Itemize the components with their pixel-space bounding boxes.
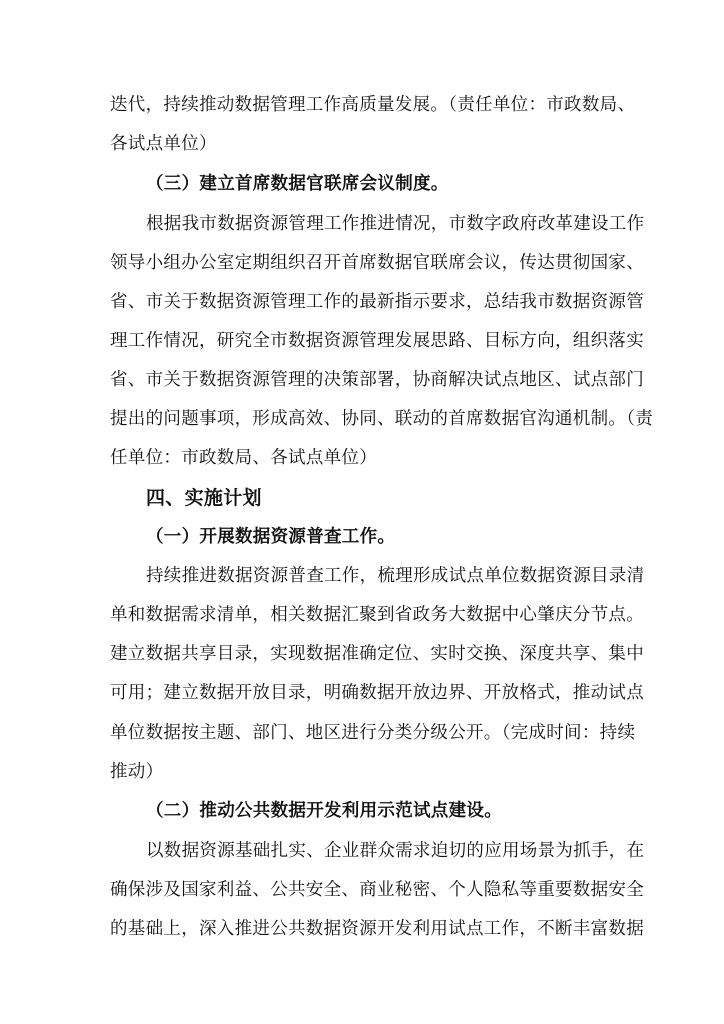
body-line: 可用；建立数据开放目录，明确数据开放边界、开放格式，推动试点: [110, 683, 644, 703]
body-line: 领导小组办公室定期组织召开首席数据官联席会议，传达贯彻国家、: [110, 253, 644, 273]
body-line: 省、市关于数据资源管理的决策部署，协商解决试点地区、试点部门: [110, 370, 644, 390]
body-line: 省、市关于数据资源管理工作的最新指示要求，总结我市数据资源管: [110, 292, 644, 312]
body-line: 的基础上，深入推进公共数据资源开发利用试点工作，不断丰富数据: [110, 919, 644, 939]
section-heading: （三）建立首席数据官联席会议制度。: [146, 174, 449, 194]
chapter-heading: 四、实施计划: [146, 487, 262, 509]
body-line: 各试点单位）: [110, 134, 217, 154]
body-line: 以数据资源基础扎实、企业群众需求迫切的应用场景为抓手，在: [146, 841, 645, 861]
body-line: 单和数据需求清单，相关数据汇聚到省政务大数据中心肇庆分节点。: [110, 605, 644, 625]
body-line: 持续推进数据资源普查工作，梳理形成试点单位数据资源目录清: [146, 566, 645, 586]
body-line: 单位数据按主题、部门、地区进行分类分级公开。（完成时间：持续: [110, 723, 636, 743]
body-line: 理工作情况，研究全市数据资源管理发展思路、目标方向，组织落实: [110, 331, 644, 351]
body-line: 确保涉及国家利益、公共安全、商业秘密、个人隐私等重要数据安全: [110, 880, 644, 900]
body-line: 推动）: [110, 762, 164, 782]
body-line: 任单位：市政数局、各试点单位）: [110, 448, 377, 468]
section-heading: （二）推动公共数据开发利用示范试点建设。: [146, 801, 502, 821]
section-heading: （一）开展数据资源普查工作。: [146, 527, 396, 547]
body-line: 迭代，持续推动数据管理工作高质量发展。（责任单位：市政数局、: [110, 95, 636, 115]
body-line: 建立数据共享目录，实现数据准确定位、实时交换、深度共享、集中: [110, 644, 644, 664]
body-line: 提出的问题事项，形成高效、协同、联动的首席数据官沟通机制。（责: [110, 409, 654, 429]
body-line: 根据我市数据资源管理工作推进情况，市数字政府改革建设工作: [146, 214, 645, 234]
